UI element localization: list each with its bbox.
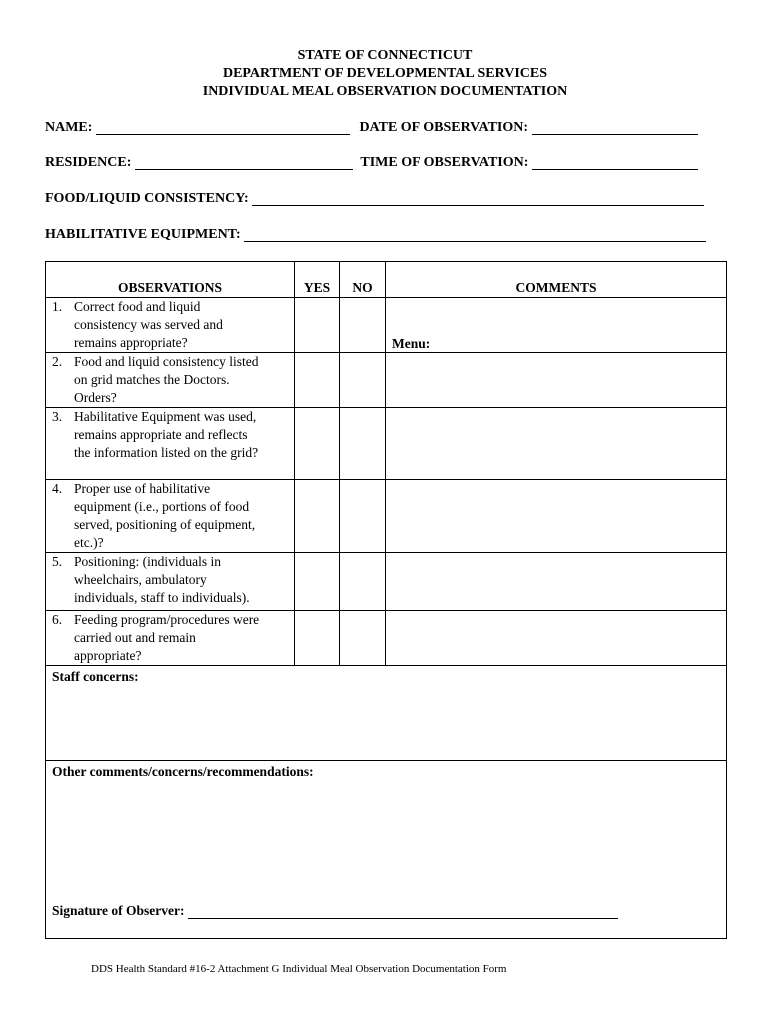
residence-field[interactable] (135, 155, 353, 170)
time-field[interactable] (532, 155, 698, 170)
observation-cell (46, 611, 295, 666)
equipment-row (45, 227, 706, 243)
col-comments: COMMENTS (386, 262, 727, 298)
observation-line: served, positioning of equipment, (74, 517, 256, 532)
name-row (45, 120, 698, 136)
observation-line: Food and liquid consistency listed (74, 354, 259, 369)
date-field[interactable] (532, 120, 698, 135)
yes-checkbox-cell[interactable] (295, 408, 340, 480)
staff-concerns-cell[interactable] (46, 666, 727, 761)
observation-number: 2. (52, 354, 63, 369)
no-checkbox-cell[interactable] (340, 298, 386, 353)
menu-label: Menu: (392, 336, 431, 351)
comment-cell[interactable] (386, 298, 727, 353)
observation-number: 1. (52, 299, 63, 314)
observation-text (74, 480, 288, 552)
equipment-field[interactable] (244, 227, 706, 242)
other-comments-cell[interactable] (46, 761, 727, 939)
staff-concerns-row (46, 666, 727, 761)
equipment-label: HABILITATIVE EQUIPMENT: (45, 227, 241, 242)
yes-checkbox-cell[interactable] (295, 611, 340, 666)
observation-text (74, 408, 288, 462)
consistency-label: FOOD/LIQUID CONSISTENCY: (45, 191, 249, 206)
other-comments-label: Other comments/concerns/recommendations: (52, 764, 314, 779)
yes-checkbox-cell[interactable] (295, 298, 340, 353)
name-label: NAME: (45, 120, 93, 135)
no-checkbox-cell[interactable] (340, 480, 386, 553)
header-state: STATE OF CONNECTICUT (297, 48, 473, 63)
date-label: DATE OF OBSERVATION: (359, 120, 529, 135)
comment-cell[interactable] (386, 408, 727, 480)
residence-label: RESIDENCE: (45, 155, 132, 170)
observation-number: 6. (52, 612, 63, 627)
observation-text (74, 553, 288, 607)
page-title: INDIVIDUAL MEAL OBSERVATION DOCUMENTATION (202, 84, 568, 99)
no-checkbox-cell[interactable] (340, 353, 386, 408)
observation-cell (46, 298, 295, 353)
name-field[interactable] (96, 120, 350, 135)
observation-line: remains appropriate? (74, 335, 188, 350)
other-comments-row (46, 761, 727, 939)
staff-concerns-label: Staff concerns: (52, 669, 139, 684)
observation-text (74, 611, 288, 665)
time-label: TIME OF OBSERVATION: (360, 155, 529, 170)
observation-line: Proper use of habilitative (74, 481, 211, 496)
observation-item (46, 611, 294, 665)
comment-cell[interactable] (386, 553, 727, 611)
comment-cell[interactable] (386, 611, 727, 666)
yes-checkbox-cell[interactable] (295, 353, 340, 408)
observation-number: 3. (52, 409, 63, 424)
observation-line: Correct food and liquid (74, 299, 201, 314)
observation-cell (46, 408, 295, 480)
table-row (46, 408, 727, 480)
no-checkbox-cell[interactable] (340, 553, 386, 611)
table-row (46, 353, 727, 408)
footer-text: DDS Health Standard #16-2 Attachment G Individual Meal Observation Documentation Form (91, 963, 507, 975)
table-row (46, 611, 727, 666)
observation-line: consistency was served and (74, 317, 223, 332)
table-header-row (46, 262, 727, 298)
observation-line: equipment (i.e., portions of food (74, 499, 250, 514)
observation-text (74, 298, 288, 352)
observation-item (46, 298, 294, 352)
signature-row (52, 902, 618, 920)
comment-cell[interactable] (386, 353, 727, 408)
observation-number: 5. (52, 554, 63, 569)
observation-cell (46, 480, 295, 553)
yes-checkbox-cell[interactable] (295, 553, 340, 611)
observation-cell (46, 353, 295, 408)
consistency-field[interactable] (252, 191, 704, 206)
consistency-row (45, 191, 704, 207)
observation-line: wheelchairs, ambulatory (74, 572, 207, 587)
observation-line: carried out and remain (74, 630, 196, 645)
observation-line: the information listed on the grid? (74, 445, 259, 460)
observation-line: on grid matches the Doctors. (74, 372, 230, 387)
observation-line: remains appropriate and reflects (74, 427, 248, 442)
observation-line: Positioning: (individuals in (74, 554, 222, 569)
observation-cell (46, 553, 295, 611)
observation-line: Habilitative Equipment was used, (74, 409, 257, 424)
observation-item (46, 553, 294, 607)
observation-item (46, 480, 294, 552)
no-checkbox-cell[interactable] (340, 408, 386, 480)
comment-cell[interactable] (386, 480, 727, 553)
signature-label: Signature of Observer: (52, 903, 185, 918)
observation-number: 4. (52, 481, 63, 496)
header-department: DEPARTMENT OF DEVELOPMENTAL SERVICES (222, 66, 548, 81)
col-yes: YES (295, 262, 340, 298)
observation-item (46, 353, 294, 407)
no-checkbox-cell[interactable] (340, 611, 386, 666)
observation-line: Orders? (74, 390, 117, 405)
col-no: NO (340, 262, 386, 298)
observation-item (46, 408, 294, 462)
observation-line: appropriate? (74, 648, 142, 663)
observation-line: etc.)? (74, 535, 104, 550)
signature-field[interactable] (188, 904, 618, 919)
observation-table (45, 261, 727, 939)
yes-checkbox-cell[interactable] (295, 480, 340, 553)
table-row (46, 553, 727, 611)
observation-line: individuals, staff to individuals). (74, 590, 250, 605)
residence-row (45, 155, 698, 171)
table-row (46, 480, 727, 553)
table-row (46, 298, 727, 353)
observation-text (74, 353, 288, 407)
observation-line: Feeding program/procedures were (74, 612, 260, 627)
col-observations: OBSERVATIONS (46, 262, 295, 298)
